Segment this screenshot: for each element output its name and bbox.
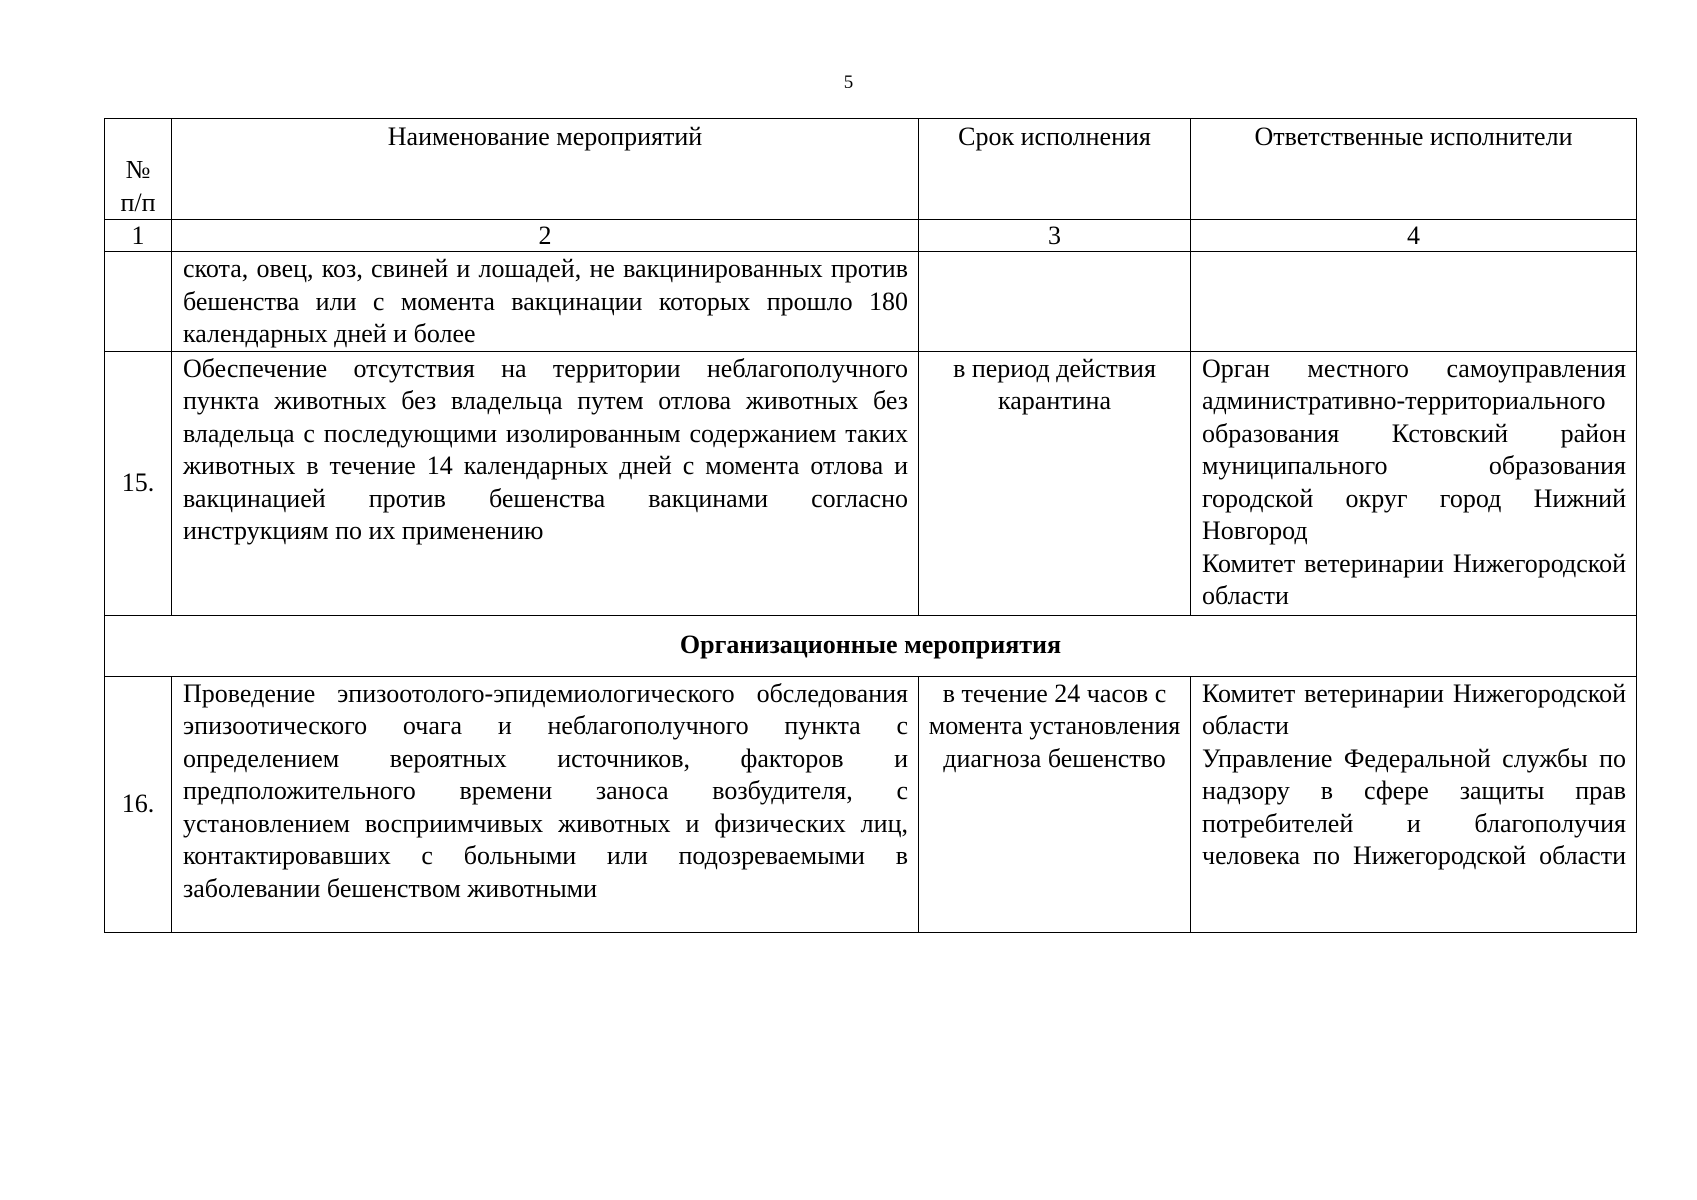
header-number-label: п/п — [120, 187, 156, 217]
row-15-responsible-1: Орган местного самоуправления административно-территориального образования Кстовский район муниципального образования городской округ город Нижний Новгород — [1202, 353, 1626, 545]
row-15-text: Обеспечение отсутствия на территории неблагополучного пункта животных без владельца путем отлова животных без владельца с последующими изолированным содержанием таких животных в течение 14 календарных дней с момента отлова и вакцинацией против бешенства вакцинами согласно инструкциям по их применению — [172, 351, 919, 615]
column-number-4: 4 — [1191, 220, 1637, 252]
row-15-number: 15. — [105, 351, 172, 615]
continuation-text-cell: скота, овец, коз, свиней и лошадей, не вакцинированных против бешенства или с момента вакцинации которых прошло 180 календарных дней и более — [172, 252, 919, 352]
header-term-cell: Срок исполнения — [919, 119, 1191, 220]
continuation-number-cell — [105, 252, 172, 352]
column-numbers-row — [105, 220, 1637, 252]
row-15-responsible-2: Комитет ветеринарии Нижегородской области — [1202, 548, 1626, 610]
section-header-row — [105, 615, 1637, 676]
row-15-responsible — [1191, 351, 1637, 615]
continuation-term-cell — [919, 252, 1191, 352]
row-16-responsible-2: Управление Федеральной службы по надзору в сфере защиты прав потребителей и благополучия человека по Нижегородской области — [1202, 743, 1626, 870]
measures-table — [104, 118, 1637, 933]
column-number-2: 2 — [172, 220, 919, 252]
table-row-15 — [105, 351, 1637, 615]
table-row-16 — [105, 676, 1637, 932]
column-number-1: 1 — [105, 220, 172, 252]
column-number-3: 3 — [919, 220, 1191, 252]
row-16-term: в течение 24 часов с момента установления диагноза бешенство — [919, 676, 1191, 932]
header-number-symbol: № — [125, 155, 151, 184]
continuation-responsible-cell — [1191, 252, 1637, 352]
row-15-term: в период действия карантина — [919, 351, 1191, 615]
section-title: Организационные мероприятия — [105, 615, 1637, 676]
row-16-responsible — [1191, 676, 1637, 932]
row-16-responsible-1: Комитет ветеринарии Нижегородской области — [1202, 678, 1626, 740]
page-number: 5 — [843, 72, 854, 93]
header-number-cell — [105, 119, 172, 220]
table-row-continuation — [105, 252, 1637, 352]
row-16-number: 16. — [105, 676, 172, 932]
table-header-row — [105, 119, 1637, 220]
row-16-text: Проведение эпизоотолого-эпидемиологического обследования эпизоотического очага и неблагополучного пункта с определением вероятных источников, факторов и предположительного времени заноса возбудителя, с установлением восприимчивых животных и физических лиц, контактировавших с больными или подозреваемыми в заболевании бешенством животными — [172, 676, 919, 932]
header-responsible-cell: Ответственные исполнители — [1191, 119, 1637, 220]
header-name-cell: Наименование мероприятий — [172, 119, 919, 220]
